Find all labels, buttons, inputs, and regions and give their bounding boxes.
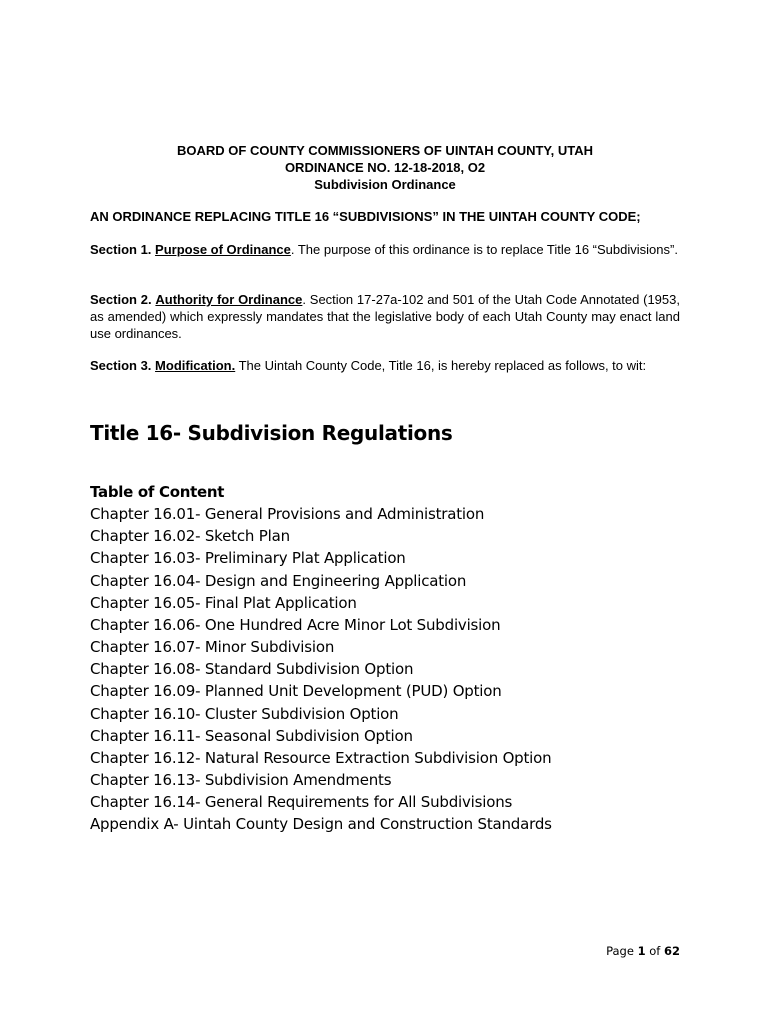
section-3-text: The Uintah County Code, Title 16, is hereby replaced as follows, to wit:: [235, 358, 647, 373]
toc-item: Chapter 16.05- Final Plat Application: [90, 593, 357, 612]
ordinance-intro: AN ORDINANCE REPLACING TITLE 16 “SUBDIVISIONS” IN THE UINTAH COUNTY CODE;: [90, 209, 641, 224]
header-line-ordinance-number: ORDINANCE NO. 12-18-2018, O2: [284, 160, 486, 175]
section-2-title: Authority for Ordinance: [155, 292, 303, 307]
toc-item: Appendix A- Uintah County Design and Construction Standards: [90, 815, 552, 834]
current-page-number: 1: [637, 944, 646, 958]
section-2-label: Section 2.: [90, 292, 152, 307]
page-number-footer: [580, 944, 680, 959]
toc-item: Chapter 16.03- Preliminary Plat Application: [90, 549, 406, 568]
toc-heading: Table of Content: [90, 483, 225, 501]
toc-item: Chapter 16.14- General Requirements for All Subdivisions: [90, 793, 513, 812]
document-header: [90, 142, 680, 193]
section-1-text: . The purpose of this ordinance is to replace Title 16 “Subdivisions”.: [290, 242, 678, 257]
header-line-board: BOARD OF COUNTY COMMISSIONERS OF UINTAH COUNTY, UTAH: [177, 143, 593, 158]
section-3-title: Modification.: [155, 358, 236, 373]
toc-item: Chapter 16.12- Natural Resource Extraction Subdivision Option: [90, 748, 552, 767]
section-3-label: Section 3.: [90, 358, 152, 373]
toc-item: Chapter 16.10- Cluster Subdivision Option: [90, 704, 399, 723]
section-2-text: . Section 17-27a-102 and 501 of the Utah Code Annotated (1953, as amended) which expressly mandates that the legislative body of each Utah County may enact land use ordinances.: [90, 292, 680, 341]
toc-item: Chapter 16.09- Planned Unit Development (PUD) Option: [90, 682, 502, 701]
title-heading: Title 16- Subdivision Regulations: [90, 421, 453, 445]
section-2: [90, 291, 680, 342]
toc-item: Chapter 16.06- One Hundred Acre Minor Lot Subdivision: [90, 615, 501, 634]
section-3: [90, 357, 680, 374]
page-prefix: Page: [606, 944, 638, 958]
section-1-label: Section 1.: [90, 242, 152, 257]
section-1-title: Purpose of Ordinance: [155, 242, 291, 257]
toc-item: Chapter 16.07- Minor Subdivision: [90, 638, 335, 657]
page-of: of: [645, 944, 664, 958]
toc-item: Chapter 16.02- Sketch Plan: [90, 527, 290, 546]
toc-item: Chapter 16.13- Subdivision Amendments: [90, 771, 392, 790]
table-of-contents: [90, 481, 690, 836]
toc-item: Chapter 16.04- Design and Engineering Application: [90, 571, 467, 590]
toc-item: Chapter 16.08- Standard Subdivision Option: [90, 660, 414, 679]
total-pages-number: 62: [663, 944, 680, 958]
header-line-ordinance-name: Subdivision Ordinance: [314, 177, 456, 192]
toc-item: Chapter 16.11- Seasonal Subdivision Option: [90, 726, 413, 745]
toc-item: Chapter 16.01- General Provisions and Administration: [90, 505, 485, 524]
section-1: [90, 241, 680, 258]
